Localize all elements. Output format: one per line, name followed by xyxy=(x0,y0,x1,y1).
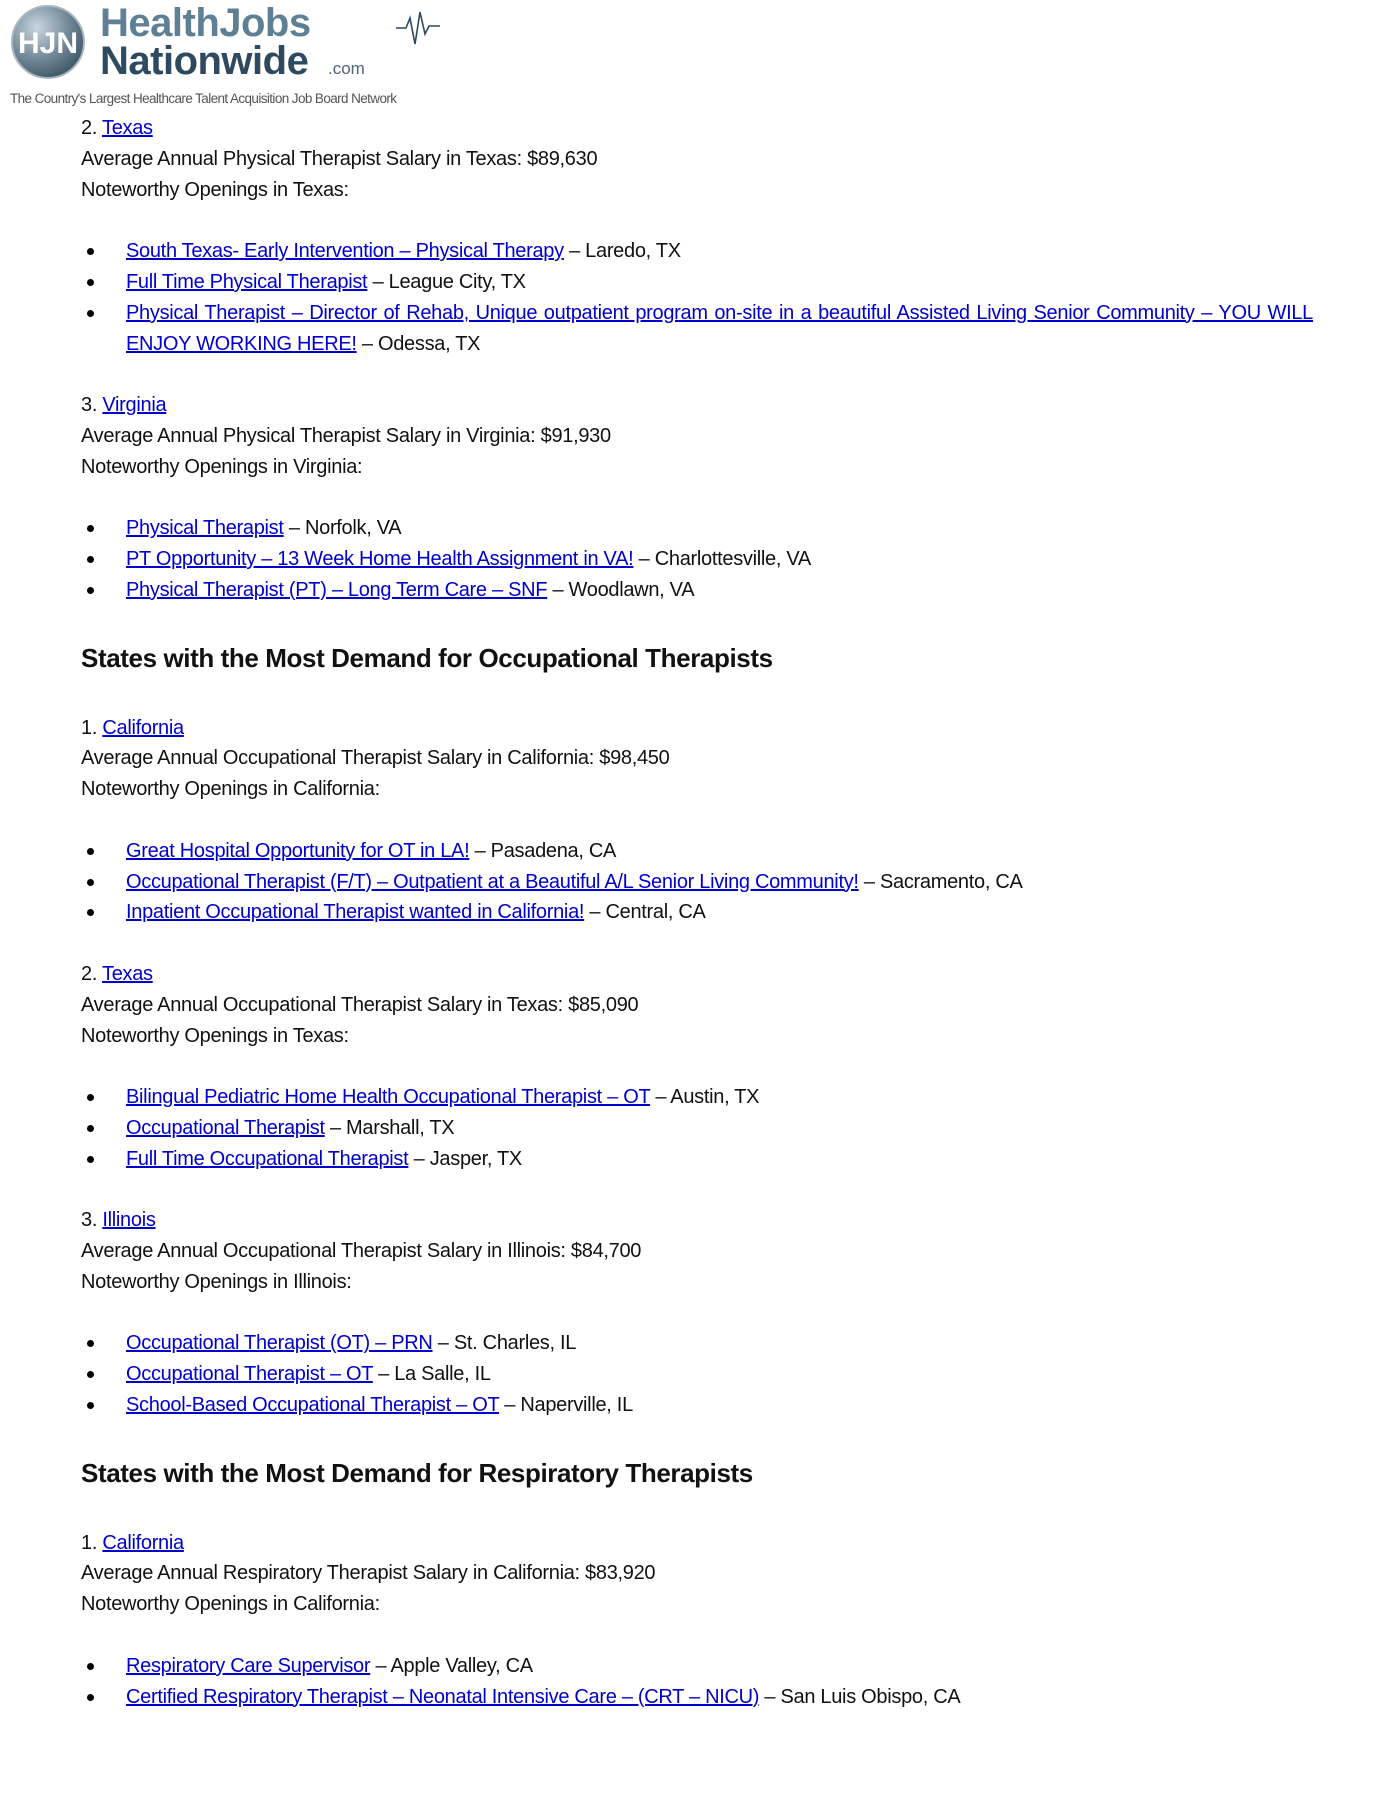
job-location: – Norfolk, VA xyxy=(283,517,402,540)
state-title xyxy=(81,713,1313,744)
job-link[interactable]: Full Time Physical Therapist xyxy=(126,270,368,293)
job-list-item xyxy=(81,544,1313,575)
job-list-item xyxy=(81,513,1313,544)
job-location: – Laredo, TX xyxy=(563,240,681,263)
job-list xyxy=(81,513,1313,605)
logo-graphic xyxy=(8,4,448,112)
svg-text:HealthJobs: HealthJobs xyxy=(100,4,311,45)
state-rank: 1. xyxy=(81,1531,98,1554)
state-rank: 1. xyxy=(81,716,98,739)
state-rank: 3. xyxy=(81,1209,98,1232)
job-list-item xyxy=(81,1328,1313,1359)
state-rank: 2. xyxy=(81,962,98,985)
job-list xyxy=(81,1651,1313,1713)
state-rank: 3. xyxy=(81,394,98,417)
job-list-item xyxy=(81,1113,1313,1144)
job-link[interactable]: Occupational Therapist xyxy=(126,1116,325,1139)
job-location: – Naperville, IL xyxy=(499,1394,633,1417)
section-heading: States with the Most Demand for Occupational Therapists xyxy=(81,642,773,673)
salary-text: Average Annual Occupational Therapist Salary in Illinois: $84,700 xyxy=(81,1240,642,1263)
salary-text: Average Annual Physical Therapist Salary in Texas: $89,630 xyxy=(81,147,598,170)
state-title xyxy=(81,390,1313,421)
job-link[interactable]: Great Hospital Opportunity for OT in LA! xyxy=(126,839,470,862)
job-location: – Apple Valley, CA xyxy=(370,1654,533,1677)
state-link[interactable]: Texas xyxy=(102,117,153,139)
openings-label: Noteworthy Openings in Texas: xyxy=(81,1024,349,1047)
job-list xyxy=(81,1082,1313,1174)
job-list-item xyxy=(81,267,1313,298)
state-title xyxy=(81,959,1313,990)
job-location: – Marshall, TX xyxy=(324,1116,455,1139)
job-link[interactable]: Occupational Therapist – OT xyxy=(126,1363,373,1386)
job-link[interactable]: School-Based Occupational Therapist – OT xyxy=(126,1394,500,1417)
state-title xyxy=(81,1205,1313,1236)
job-link[interactable]: Inpatient Occupational Therapist wanted in California! xyxy=(126,901,585,924)
job-link[interactable]: Occupational Therapist (F/T) – Outpatient at a Beautiful A/L Senior Living Community! xyxy=(126,870,859,893)
job-location: – Central, CA xyxy=(584,901,706,924)
job-list-item xyxy=(81,1682,1313,1713)
state-link[interactable]: Texas xyxy=(102,962,153,985)
job-link[interactable]: Bilingual Pediatric Home Health Occupational Therapist – OT xyxy=(126,1086,651,1109)
job-list-item xyxy=(81,1390,1313,1421)
state-link[interactable]: California xyxy=(102,716,184,739)
job-list-item xyxy=(81,1144,1313,1175)
job-list-item xyxy=(81,236,1313,267)
job-location: – Jasper, TX xyxy=(408,1147,522,1170)
salary-text: Average Annual Physical Therapist Salary in Virginia: $91,930 xyxy=(81,424,611,447)
state-link[interactable]: Virginia xyxy=(102,394,167,417)
job-list-item xyxy=(81,1082,1313,1113)
job-list xyxy=(81,1328,1313,1420)
job-link[interactable]: Physical Therapist xyxy=(126,517,284,540)
openings-label: Noteworthy Openings in Virginia: xyxy=(81,455,363,478)
job-list-item xyxy=(81,836,1313,867)
heartbeat-icon xyxy=(396,12,440,44)
svg-text:.com: .com xyxy=(328,59,365,78)
job-location: – St. Charles, IL xyxy=(432,1332,577,1355)
job-link[interactable]: Full Time Occupational Therapist xyxy=(126,1147,409,1170)
job-link[interactable]: PT Opportunity – 13 Week Home Health Assignment in VA! xyxy=(126,548,634,571)
job-list-item xyxy=(81,1651,1313,1682)
salary-text: Average Annual Occupational Therapist Salary in California: $98,450 xyxy=(81,747,670,770)
job-location: – Pasadena, CA xyxy=(469,839,617,862)
job-link[interactable]: South Texas- Early Intervention – Physical Therapy xyxy=(126,240,564,263)
job-link[interactable]: Respiratory Care Supervisor xyxy=(126,1654,371,1677)
state-link[interactable]: California xyxy=(102,1531,184,1554)
job-list-item xyxy=(81,867,1313,898)
state-title xyxy=(81,113,1313,144)
job-link[interactable]: Physical Therapist (PT) – Long Term Care – SNF xyxy=(126,578,548,601)
salary-text: Average Annual Respiratory Therapist Salary in California: $83,920 xyxy=(81,1562,656,1585)
job-list xyxy=(81,836,1313,928)
article-body xyxy=(81,113,1313,1712)
job-location: – San Luis Obispo, CA xyxy=(759,1685,961,1708)
svg-text:Nationwide: Nationwide xyxy=(100,39,309,83)
salary-text: Average Annual Occupational Therapist Salary in Texas: $85,090 xyxy=(81,993,639,1016)
job-list-item xyxy=(81,1359,1313,1390)
section-heading: States with the Most Demand for Respiratory Therapists xyxy=(81,1457,753,1488)
job-list-item xyxy=(81,897,1313,928)
openings-label: Noteworthy Openings in California: xyxy=(81,1593,380,1616)
job-location: – Odessa, TX xyxy=(356,332,481,355)
openings-label: Noteworthy Openings in California: xyxy=(81,778,380,801)
job-link[interactable]: Occupational Therapist (OT) – PRN xyxy=(126,1332,433,1355)
openings-label: Noteworthy Openings in Illinois: xyxy=(81,1270,352,1293)
job-location: – Austin, TX xyxy=(650,1086,760,1109)
job-location: – Sacramento, CA xyxy=(858,870,1023,893)
svg-text:HJN: HJN xyxy=(17,27,79,60)
svg-text:The Country's Largest Healthca: The Country's Largest Healthcare Talent Acquisition Job Board Network xyxy=(10,91,397,106)
job-location: – Woodlawn, VA xyxy=(547,578,695,601)
job-list-item xyxy=(81,298,1313,360)
job-link[interactable]: Physical Therapist – Director of Rehab, Unique outpatient program on-site in a beautiful Assisted Living Senior Community – YOU WILL ENJOY WORKING HERE! xyxy=(126,301,1313,355)
job-link[interactable]: Certified Respiratory Therapist – Neonatal Intensive Care – (CRT – NICU) xyxy=(126,1685,760,1708)
healthjobs-nationwide-logo[interactable] xyxy=(8,4,448,112)
openings-label: Noteworthy Openings in Texas: xyxy=(81,178,349,201)
state-rank: 2. xyxy=(81,117,98,139)
job-location: – League City, TX xyxy=(367,270,526,293)
state-link[interactable]: Illinois xyxy=(102,1209,156,1232)
job-location: – La Salle, IL xyxy=(372,1363,491,1386)
job-list-item xyxy=(81,575,1313,606)
state-title xyxy=(81,1528,1313,1559)
job-location: – Charlottesville, VA xyxy=(633,548,811,571)
job-list xyxy=(81,236,1313,359)
